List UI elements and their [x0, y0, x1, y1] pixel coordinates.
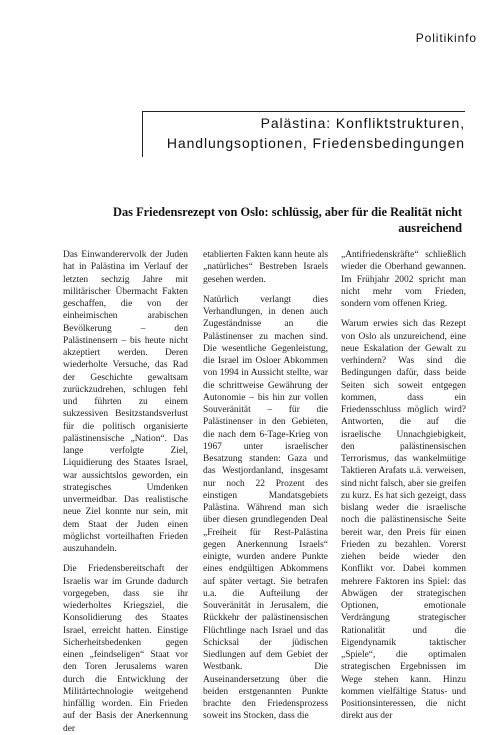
- title-line-2: Handlungsoptionen, Friedensbedingungen: [166, 135, 465, 151]
- text-column-2: [203, 249, 328, 722]
- title-line-1: Palästina: Konfliktstrukturen,: [260, 115, 465, 131]
- section-label: Politikinfo: [415, 31, 477, 45]
- text-column-3: [341, 249, 466, 722]
- paragraph: Natürlich verlangt dies Verhandlungen, in denen auch Zugeständnisse an die Palästinenser zu machen sind. Die wesentliche Gegenleistung, die Israel im Osloer Abkommen von 1994 in Aussicht stellte, war die schrittweise Gewährung der Autonomie – bis hin zur vollen Souveränität – für die Palästinenser in den Gebieten, die nach dem 6-Tage-Krieg von 1967 unter israelischer Besatzung standen: Gaza und das Westjordanland, insgesamt nur noch 22 Prozent des einstigen Mandatsgebiets Palästina. Während man sich über diesen grundlegenden Deal „Freiheit für Rest-Palästina gegen Anerkennung Israels“ einigte, wurden andere Punkte eines endgültigen Abkommens auf später vertagt. Sie betrafen u.a. die Aufteilung der Souveränität in Jerusalem, die Rückkehr der palästinensischen Flüchtlinge nach Israel und das Schicksal der jüdischen Siedlungen auf dem Gebiet der Westbank. Die Auseinandersetzung über die beiden erstgenannten Punkte brachte den Friedensprozess soweit ins Stocken, dass die: [203, 294, 328, 722]
- article-subtitle: Das Friedensrezept von Oslo: schlüssig, aber für die Realität nicht ausreichend: [113, 205, 462, 235]
- paragraph: Warum erwies sich das Rezept von Oslo als unzureichend, eine neue Eskalation der Gewalt zu verhindern? Was sind die Bedingungen dafür, dass beide Seiten sich soweit entgegen kommen, dass ein Friedensschluss möglich wird? Antworten, die auf die israelische Unnachgiebigkeit, den palästinensischen Terrorismus, das wankelmütige Taktieren Arafats u.ä. verweisen, sind nicht falsch, aber sie greifen zu kurz. Es hat sich gezeigt, dass bislang weder die israelische noch die palästinensische Seite bereit war, den Preis für einen Frieden zu bezahlen. Vorerst ziehen beide wieder den Konflikt vor. Dabei kommen mehrere Faktoren ins Spiel: das Abwägen der strategischen Optionen, emotionale Verdrängung strategischer Rationalität und die Eigendynamik taktischer „Spiele“, die optimalen strategischen Ergebnissen im Wege stehen kann. Hinzu kommen vielfältige Status- und Positionsinteressen, die nicht direkt aus der: [341, 319, 466, 722]
- article-title: [142, 111, 465, 157]
- paragraph: etablierten Fakten kann heute als „natürliches“ Bestreben Israels gesehen werden.: [203, 250, 328, 285]
- paragraph: Die Friedensbereitschaft der Israelis war im Grunde dadurch vorgegeben, dass sie ihr wiederholtes Kriegsziel, die Konsolidierung des Staates Israel, erreicht hatten. Einstige Sicherheitsbedenken gegen einen „feindseligen“ Staat vor den Toren Jerusalems waren durch die Entwicklung der Militärtechnologie weitgehend hinfällig worden. Ein Frieden auf der Basis der Anerkennung der: [63, 564, 188, 734]
- paragraph: Das Einwanderervolk der Juden hat in Palästina im Verlauf der letzten sechzig Jahre mit militärischer Übermacht Fakten geschaffen, die von der einheimischen arabischen Bevölkerung – den Palästinensern – bis heute nicht akzeptiert werden. Deren wiederholte Versuche, das Rad der Geschichte gewaltsam zurückzudrehen, schlugen fehl und führten zu einem sukzessiven Besitzstandsverlust für die politisch organisierte palästinensische „Nation“. Das lange verfolgte Ziel, Liquidierung des Staates Israel, war aussichtslos geworden, ein strategisches Umdenken unvermeidbar. Das realistische neue Ziel konnte nur sein, mit dem Staat der Juden einen möglichst vorteilhaften Frieden auszuhandeln.: [63, 250, 188, 554]
- text-column-1: [63, 249, 188, 734]
- paragraph: „Antifriedenskräfte“ schließlich wieder die Oberhand gewannen. Im Frühjahr 2002 spricht man nicht mehr vom Frieden, sondern vom offenen Krieg.: [341, 250, 466, 309]
